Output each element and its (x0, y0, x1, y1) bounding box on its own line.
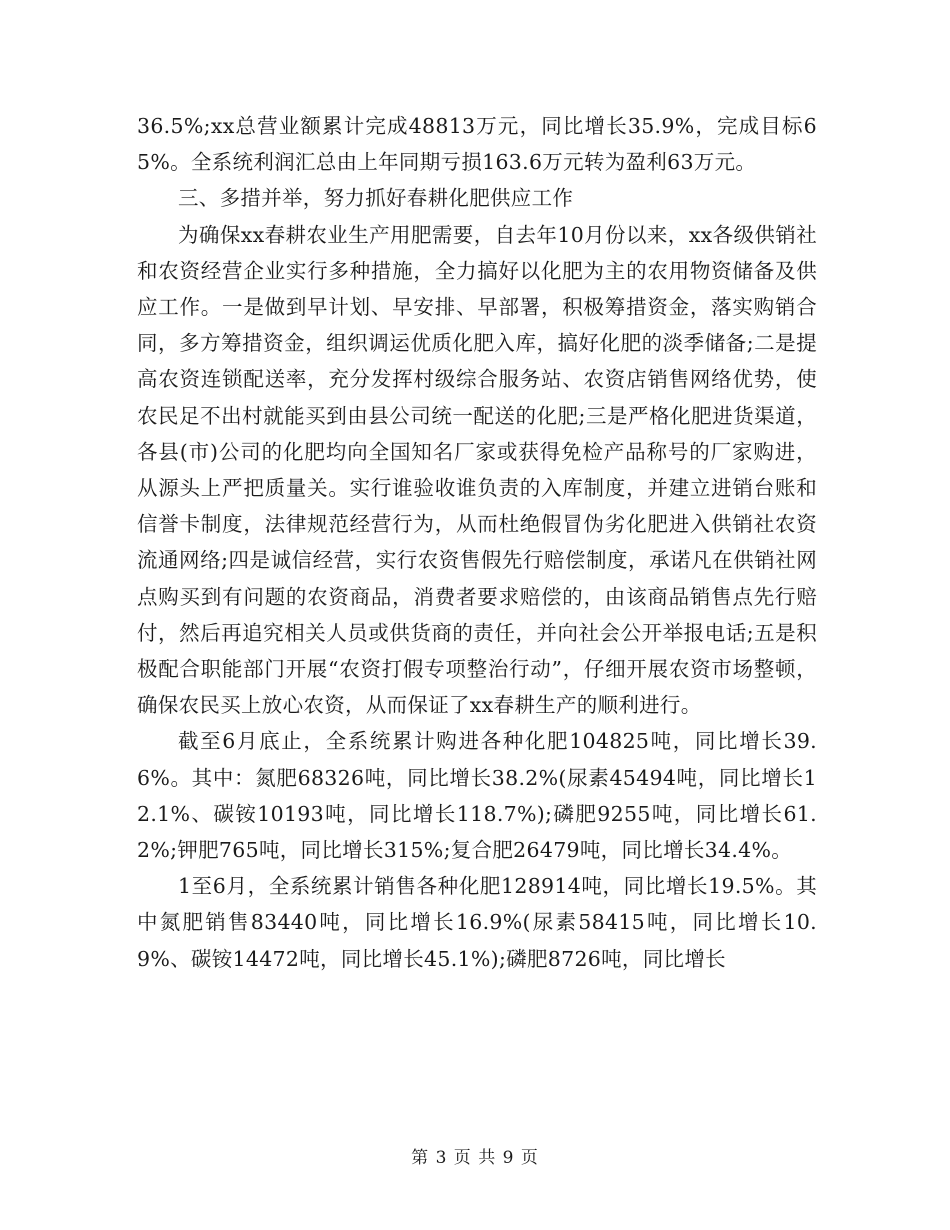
section-heading: 三、多措并举，努力抓好春耕化肥供应工作 (178, 186, 574, 211)
paragraph-purchases: 截至6月底止，全系统累计购进各种化肥104825吨，同比增长39.6%。其中：氮肥68326吨，同比增长38.2%(尿素45494吨，同比增长12.1%、碳铵10193吨，同比增长118.7%);磷肥9255吨，同比增长61.2%;钾肥765吨，同比增长315%;复合肥26479吨，同比增长34.4%。 (137, 729, 817, 863)
paragraph-continuation: 36.5%;xx总营业额累计完成48813万元，同比增长35.9%，完成目标65%。全系统利润汇总由上年同期亏损163.6万元转为盈利63万元。 (137, 114, 817, 175)
paragraph-supply-measures: 为确保xx春耕农业生产用肥需要，自去年10月份以来，xx各级供销社和农资经营企业实行多种措施，全力搞好以化肥为主的农用物资储备及供应工作。一是做到早计划、早安排、早部署，积极筹措资金，落实购销合同，多方筹措资金，组织调运优质化肥入库，搞好化肥的淡季储备;二是提高农资连锁配送率，充分发挥村级综合服务站、农资店销售网络优势，使农民足不出村就能买到由县公司统一配送的化肥;三是严格化肥进货渠道，各县(市)公司的化肥均向全国知名厂家或获得免检产品称号的厂家购进，从源头上严把质量关。实行谁验收谁负责的入库制度，并建立进销台账和信誉卡制度，法律规范经营行为，从而杜绝假冒伪劣化肥进入供销社农资流通网络;四是诚信经营，实行农资售假先行赔偿制度，承诺凡在供销社网点购买到有问题的农资商品，消费者要求赔偿的，由该商品销售点先行赔付，然后再追究相关人员或供货商的责任，并向社会公开举报电话;五是积极配合职能部门开展“农资打假专项整治行动”，仔细开展农资市场整顿，确保农民买上放心农资，从而保证了xx春耕生产的顺利进行。 (137, 222, 817, 718)
document-body (137, 108, 817, 977)
page-footer: 第 3 页 共 9 页 (411, 1148, 539, 1168)
paragraph-sales: 1至6月，全系统累计销售各种化肥128914吨，同比增长19.5%。其中氮肥销售83440吨，同比增长16.9%(尿素58415吨，同比增长10.9%、碳铵14472吨，同比增长45.1%);磷肥8726吨，同比增长 (137, 874, 817, 971)
